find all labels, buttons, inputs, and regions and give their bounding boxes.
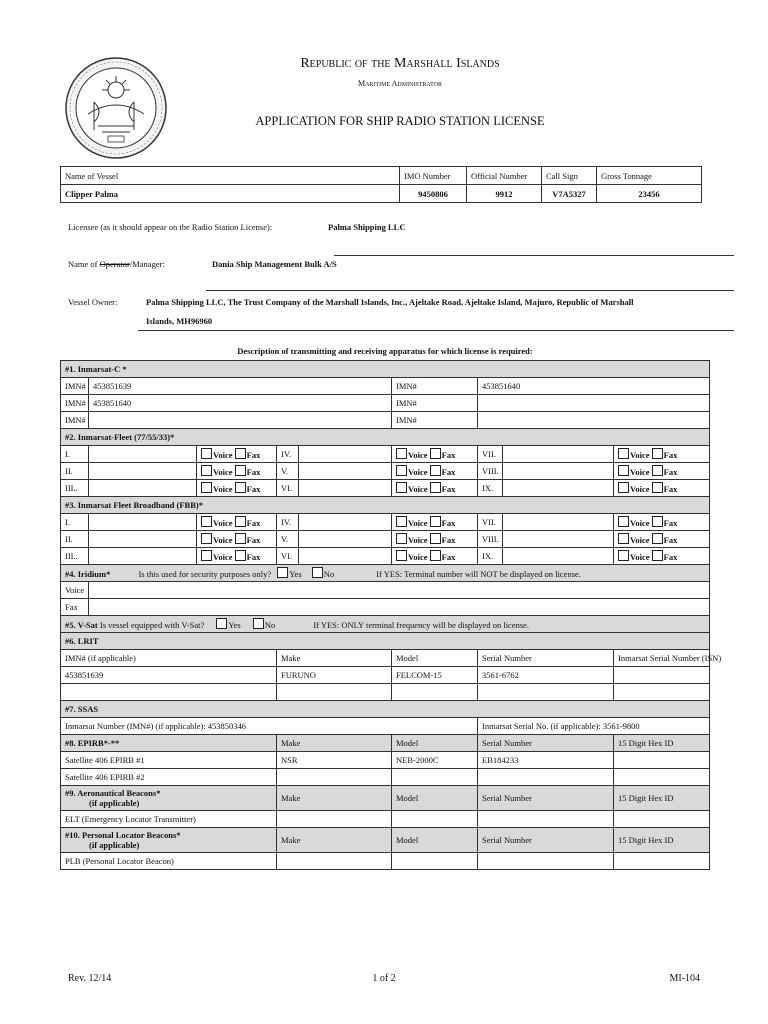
fax-label: Fax	[246, 535, 261, 545]
epirb-make-header: Make	[277, 735, 392, 752]
imn-field[interactable]	[478, 412, 710, 429]
voice-label: Voice	[213, 484, 233, 494]
elt-serial-field[interactable]	[478, 811, 614, 828]
imn-label: IMN#	[392, 412, 478, 429]
voice-label: Voice	[213, 552, 233, 562]
terminal-label: VI.	[277, 480, 299, 497]
voice-fax-cell	[614, 531, 710, 548]
form-number: MI-104	[669, 973, 700, 984]
voice-label: Voice	[213, 535, 233, 545]
imn-label: IMN#	[61, 395, 89, 412]
page-number: 1 of 2	[372, 973, 396, 984]
lrit-make-header: Make	[277, 650, 392, 667]
fax-checkbox[interactable]	[652, 448, 663, 459]
voice-checkbox[interactable]	[618, 465, 629, 476]
aero-serial-header: Serial Number	[478, 786, 614, 811]
voice-label: Voice	[630, 552, 650, 562]
lrit-isn-header: Inmarsat Serial Number (ISN)	[614, 650, 710, 667]
fax-checkbox[interactable]	[430, 482, 441, 493]
voice-label: Voice	[213, 467, 233, 477]
licensee-underline	[334, 255, 734, 256]
operator-label	[68, 259, 165, 269]
fax-label: Fax	[246, 450, 261, 460]
terminal-field[interactable]	[299, 463, 392, 480]
vessel-name-field[interactable]: Clipper Palma	[61, 185, 400, 203]
fax-label: Fax	[246, 518, 261, 528]
section4-title: #4. Iridium*	[65, 569, 111, 579]
section8-title: #8. EPIRB*-**	[61, 735, 277, 752]
voice-fax-cell	[392, 446, 478, 463]
voice-label: Voice	[630, 467, 650, 477]
terminal-label: III..	[61, 480, 89, 497]
table-row	[61, 667, 710, 684]
operator-field[interactable]: Dania Ship Management Bulk A/S	[212, 259, 337, 269]
iridium-voice-label: Voice	[61, 582, 89, 599]
imn-field[interactable]	[478, 395, 710, 412]
plb-hex-field[interactable]	[614, 853, 710, 870]
elt-make-field[interactable]	[277, 811, 392, 828]
fax-checkbox[interactable]	[652, 550, 663, 561]
lrit-model-field[interactable]	[392, 684, 478, 701]
epirb-label: Satellite 406 EPIRB #2	[61, 769, 277, 786]
terminal-label: IX.	[478, 480, 503, 497]
voice-checkbox[interactable]	[618, 550, 629, 561]
fax-checkbox[interactable]	[235, 482, 246, 493]
voice-checkbox[interactable]	[201, 465, 212, 476]
fax-label: Fax	[663, 484, 678, 494]
fax-label: Fax	[441, 467, 456, 477]
vsat-question: Is vessel equipped with V-Sat?	[99, 620, 205, 630]
owner-field-line2[interactable]: Islands, MH96960	[146, 316, 213, 326]
vessel-name-label: Name of Vessel	[61, 167, 400, 185]
terminal-label: VII.	[478, 446, 503, 463]
plb-make-field[interactable]	[277, 853, 392, 870]
terminal-field[interactable]	[89, 480, 197, 497]
terminal-field[interactable]	[503, 446, 614, 463]
epirb-make-field[interactable]: NSR	[277, 752, 392, 769]
lrit-imn-field[interactable]: 453851639	[61, 667, 277, 684]
terminal-field[interactable]	[503, 514, 614, 531]
aero-model-header: Model	[392, 786, 478, 811]
imn-field[interactable]	[89, 412, 392, 429]
iridium-note: If YES: Terminal number will NOT be displayed on license.	[376, 569, 581, 579]
terminal-field[interactable]	[299, 514, 392, 531]
fax-checkbox[interactable]	[430, 465, 441, 476]
aero-make-header: Make	[277, 786, 392, 811]
terminal-field[interactable]	[89, 548, 197, 565]
table-row	[61, 463, 710, 480]
fax-label: Fax	[663, 552, 678, 562]
table-row	[61, 446, 710, 463]
voice-checkbox[interactable]	[201, 533, 212, 544]
voice-fax-cell	[197, 548, 277, 565]
terminal-field[interactable]	[89, 463, 197, 480]
voice-fax-cell	[197, 463, 277, 480]
iridium-no-checkbox[interactable]	[312, 567, 323, 578]
elt-label: ELT (Emergency Locator Transmitter)	[61, 811, 277, 828]
terminal-field[interactable]	[503, 531, 614, 548]
ssas-imn-field[interactable]: 453850346	[207, 721, 247, 731]
voice-label: Voice	[408, 450, 428, 460]
voice-fax-cell	[392, 480, 478, 497]
apparatus-table	[60, 360, 722, 870]
section5-title: #5. V-Sat	[65, 620, 98, 630]
vsat-yes-checkbox[interactable]	[216, 618, 227, 629]
table-row	[61, 811, 710, 828]
fax-label: Fax	[663, 450, 678, 460]
voice-fax-cell	[197, 531, 277, 548]
table-row	[61, 480, 710, 497]
voice-fax-cell	[392, 548, 478, 565]
owner-field-line1[interactable]: Palma Shipping LLC, The Trust Company of the Marshall Islands, Inc., Ajeltake Road, Ajeltake Island, Majuro, Republic of Marshall	[146, 297, 634, 307]
lrit-header-row	[61, 650, 710, 667]
description-heading: Description of transmitting and receiving apparatus for which license is required:	[237, 346, 533, 356]
terminal-label: IV.	[277, 514, 299, 531]
voice-checkbox[interactable]	[201, 482, 212, 493]
terminal-field[interactable]	[89, 446, 197, 463]
epirb-label: Satellite 406 EPIRB #1	[61, 752, 277, 769]
terminal-label: I.	[61, 446, 89, 463]
lrit-imn-header: IMN# (if applicable)	[61, 650, 277, 667]
terminal-field[interactable]	[299, 480, 392, 497]
operator-label-struck: Operator	[99, 259, 130, 269]
voice-fax-cell	[197, 514, 277, 531]
terminal-label: V.	[277, 463, 299, 480]
elt-hex-field[interactable]	[614, 811, 710, 828]
lrit-serial-header: Serial Number	[478, 650, 614, 667]
terminal-field[interactable]	[299, 446, 392, 463]
lrit-make-field[interactable]: FURUNO	[277, 667, 392, 684]
terminal-field[interactable]	[299, 548, 392, 565]
plb-label: PLB (Personal Locator Beacon)	[61, 853, 277, 870]
fax-checkbox[interactable]	[652, 516, 663, 527]
voice-label: Voice	[630, 450, 650, 460]
fax-label: Fax	[246, 467, 261, 477]
voice-checkbox[interactable]	[618, 482, 629, 493]
voice-fax-cell	[392, 531, 478, 548]
operator-label-post: /Manager:	[129, 259, 165, 269]
terminal-field[interactable]	[299, 531, 392, 548]
operator-label-pre: Name of	[68, 259, 100, 269]
lrit-imn-field[interactable]	[61, 684, 277, 701]
seal-logo	[64, 56, 168, 160]
iridium-fax-label: Fax	[61, 599, 89, 616]
section9-sub: (if applicable)	[89, 798, 140, 808]
epirb-model-field[interactable]	[392, 769, 478, 786]
voice-fax-cell	[392, 463, 478, 480]
fax-label: Fax	[441, 518, 456, 528]
vessel-table	[60, 166, 702, 203]
owner-label: Vessel Owner:	[68, 297, 118, 307]
iridium-fax-field[interactable]	[89, 599, 710, 616]
gross-tonnage-label: Gross Tonnage	[597, 167, 702, 185]
vsat-no-checkbox[interactable]	[253, 618, 264, 629]
terminal-label: VII.	[478, 514, 503, 531]
official-number-field[interactable]: 9912	[467, 185, 542, 203]
section9-header	[61, 786, 277, 811]
voice-checkbox[interactable]	[396, 550, 407, 561]
table-row	[61, 599, 710, 616]
table-row	[61, 395, 710, 412]
epirb-serial-field[interactable]	[478, 769, 614, 786]
table-row	[61, 531, 710, 548]
terminal-field[interactable]	[89, 531, 197, 548]
official-number-label: Official Number	[467, 167, 542, 185]
fax-checkbox[interactable]	[430, 550, 441, 561]
table-row	[61, 718, 710, 735]
iridium-question: Is this used for security purposes only?	[138, 569, 272, 579]
fax-label: Fax	[246, 484, 261, 494]
voice-label: Voice	[408, 467, 428, 477]
iridium-yes-checkbox[interactable]	[277, 567, 288, 578]
revision: Rev. 12/14	[68, 973, 112, 984]
operator-underline	[206, 290, 734, 291]
fax-checkbox[interactable]	[430, 533, 441, 544]
epirb-hex-header: 15 Digit Hex ID	[614, 735, 710, 752]
epirb-model-header: Model	[392, 735, 478, 752]
aero-hex-header: 15 Digit Hex ID	[614, 786, 710, 811]
table-row	[61, 752, 710, 769]
terminal-label: I.	[61, 514, 89, 531]
voice-fax-cell	[614, 446, 710, 463]
fbb-rows	[61, 514, 710, 565]
call-sign-field[interactable]: V7A5327	[542, 185, 597, 203]
voice-label: Voice	[630, 518, 650, 528]
terminal-label: II.	[61, 531, 89, 548]
imo-field[interactable]: 9450806	[400, 185, 467, 203]
epirb-serial-field[interactable]: EB184233	[478, 752, 614, 769]
epirb-make-field[interactable]	[277, 769, 392, 786]
imn-label: IMN#	[392, 378, 478, 395]
voice-checkbox[interactable]	[396, 465, 407, 476]
imn-label: IMN#	[392, 395, 478, 412]
table-row	[61, 853, 710, 870]
imo-label: IMO Number	[400, 167, 467, 185]
licensee-field[interactable]: Palma Shipping LLC	[328, 222, 406, 232]
voice-label: Voice	[630, 484, 650, 494]
section6-title: #6. LRIT	[61, 633, 710, 650]
voice-label: Voice	[213, 450, 233, 460]
section1-title: #1. Inmarsat-C *	[61, 361, 710, 378]
voice-label: Voice	[630, 535, 650, 545]
ssas-imn-label: Inmarsat Number (IMN#) (if applicable):	[65, 721, 206, 731]
plb-serial-field[interactable]	[478, 853, 614, 870]
imn-field[interactable]: 453851640	[89, 395, 392, 412]
fax-label: Fax	[246, 552, 261, 562]
fax-checkbox[interactable]	[235, 465, 246, 476]
form-title: APPLICATION FOR SHIP RADIO STATION LICENSE	[255, 114, 545, 128]
section9-title: #9. Aeronautical Beacons*	[65, 788, 161, 798]
iridium-voice-field[interactable]	[89, 582, 710, 599]
fax-label: Fax	[663, 467, 678, 477]
section5-header	[61, 616, 710, 633]
plb-make-header: Make	[277, 828, 392, 853]
voice-fax-cell	[197, 480, 277, 497]
fax-checkbox[interactable]	[235, 550, 246, 561]
call-sign-label: Call Sign	[542, 167, 597, 185]
table-row	[61, 769, 710, 786]
owner-underline	[138, 330, 734, 331]
terminal-label: III..	[61, 548, 89, 565]
ssas-serial-cell	[478, 718, 710, 735]
voice-checkbox[interactable]	[201, 516, 212, 527]
terminal-field[interactable]	[503, 463, 614, 480]
fax-checkbox[interactable]	[235, 516, 246, 527]
lrit-isn-field[interactable]	[614, 667, 710, 684]
plb-model-header: Model	[392, 828, 478, 853]
epirb-serial-header: Serial Number	[478, 735, 614, 752]
terminal-label: IV.	[277, 446, 299, 463]
ssas-imn-cell	[61, 718, 478, 735]
voice-label: Voice	[213, 518, 233, 528]
voice-fax-cell	[614, 463, 710, 480]
epirb-hex-field[interactable]	[614, 752, 710, 769]
voice-checkbox[interactable]	[618, 516, 629, 527]
table-row	[61, 412, 710, 429]
table-row	[61, 378, 710, 395]
voice-checkbox[interactable]	[201, 448, 212, 459]
voice-fax-cell	[614, 480, 710, 497]
terminal-label: VIII.	[478, 463, 503, 480]
terminal-label: IX.	[478, 548, 503, 565]
voice-label: Voice	[408, 535, 428, 545]
voice-fax-cell	[197, 446, 277, 463]
iridium-yes-label: Yes	[289, 569, 302, 579]
plb-serial-header: Serial Number	[478, 828, 614, 853]
fax-checkbox[interactable]	[235, 533, 246, 544]
terminal-label: VI.	[277, 548, 299, 565]
terminal-field[interactable]	[89, 514, 197, 531]
vsat-yes-label: Yes	[228, 620, 241, 630]
lrit-model-header: Model	[392, 650, 478, 667]
voice-label: Voice	[408, 484, 428, 494]
fax-checkbox[interactable]	[652, 482, 663, 493]
imn-field[interactable]: 453851639	[89, 378, 392, 395]
fax-label: Fax	[663, 535, 678, 545]
section2-title: #2. Inmarsat-Fleet (77/55/33)*	[61, 429, 710, 446]
fax-label: Fax	[441, 484, 456, 494]
voice-checkbox[interactable]	[618, 448, 629, 459]
section10-header	[61, 828, 277, 853]
table-row	[61, 548, 710, 565]
table-row	[61, 514, 710, 531]
lrit-isn-field[interactable]	[614, 684, 710, 701]
fax-checkbox[interactable]	[652, 533, 663, 544]
vsat-no-label: No	[264, 620, 276, 630]
fax-label: Fax	[663, 518, 678, 528]
ssas-serial-label: Inmarsat Serial No. (if applicable):	[482, 721, 601, 731]
voice-checkbox[interactable]	[618, 533, 629, 544]
terminal-label: II.	[61, 463, 89, 480]
voice-checkbox[interactable]	[396, 516, 407, 527]
voice-fax-cell	[392, 514, 478, 531]
imn-label: IMN#	[61, 412, 89, 429]
section3-title: #3. Inmarsat Fleet Broadband (FBB)*	[61, 497, 710, 514]
epirb-model-field[interactable]: NEB-2000C	[392, 752, 478, 769]
gross-tonnage-field[interactable]: 23456	[597, 185, 702, 203]
terminal-label: V.	[277, 531, 299, 548]
terminal-field[interactable]	[503, 548, 614, 565]
fax-checkbox[interactable]	[430, 448, 441, 459]
lrit-serial-field[interactable]	[478, 684, 614, 701]
maritime-administrator: Maritime Administrator	[357, 79, 442, 88]
table-row	[61, 684, 710, 701]
table-row	[61, 582, 710, 599]
fax-checkbox[interactable]	[652, 465, 663, 476]
imn-label: IMN#	[61, 378, 89, 395]
elt-model-field[interactable]	[392, 811, 478, 828]
voice-fax-cell	[614, 548, 710, 565]
fax-label: Fax	[441, 450, 456, 460]
section10-sub: (if applicable)	[89, 840, 140, 850]
lrit-model-field[interactable]: FELCOM-15	[392, 667, 478, 684]
plb-model-field[interactable]	[392, 853, 478, 870]
plb-hex-header: 15 Digit Hex ID	[614, 828, 710, 853]
fax-label: Fax	[441, 552, 456, 562]
voice-label: Voice	[408, 518, 428, 528]
fax-checkbox[interactable]	[430, 516, 441, 527]
vsat-note: If YES: ONLY terminal frequency will be displayed on license.	[313, 620, 530, 630]
epirb-hex-field[interactable]	[614, 769, 710, 786]
lrit-serial-field[interactable]: 3561-6762	[478, 667, 614, 684]
imn-field[interactable]: 453851640	[478, 378, 710, 395]
voice-checkbox[interactable]	[396, 448, 407, 459]
voice-fax-cell	[614, 514, 710, 531]
voice-checkbox[interactable]	[201, 550, 212, 561]
licensee-label: Licensee (as it should appear on the Radio Station License):	[68, 222, 273, 232]
republic-title: Republic of the Marshall Islands	[300, 56, 500, 71]
fax-checkbox[interactable]	[235, 448, 246, 459]
iridium-no-label: No	[323, 569, 335, 579]
section7-title: #7. SSAS	[61, 701, 710, 718]
voice-label: Voice	[408, 552, 428, 562]
fax-label: Fax	[441, 535, 456, 545]
fleet-rows	[61, 446, 710, 497]
terminal-label: VIII.	[478, 531, 503, 548]
terminal-field[interactable]	[503, 480, 614, 497]
lrit-make-field[interactable]	[277, 684, 392, 701]
ssas-serial-field[interactable]: 3561-9800	[602, 721, 640, 731]
section10-title: #10. Personal Locator Beacons*	[65, 830, 181, 840]
voice-checkbox[interactable]	[396, 533, 407, 544]
section4-header	[61, 565, 710, 582]
voice-checkbox[interactable]	[396, 482, 407, 493]
